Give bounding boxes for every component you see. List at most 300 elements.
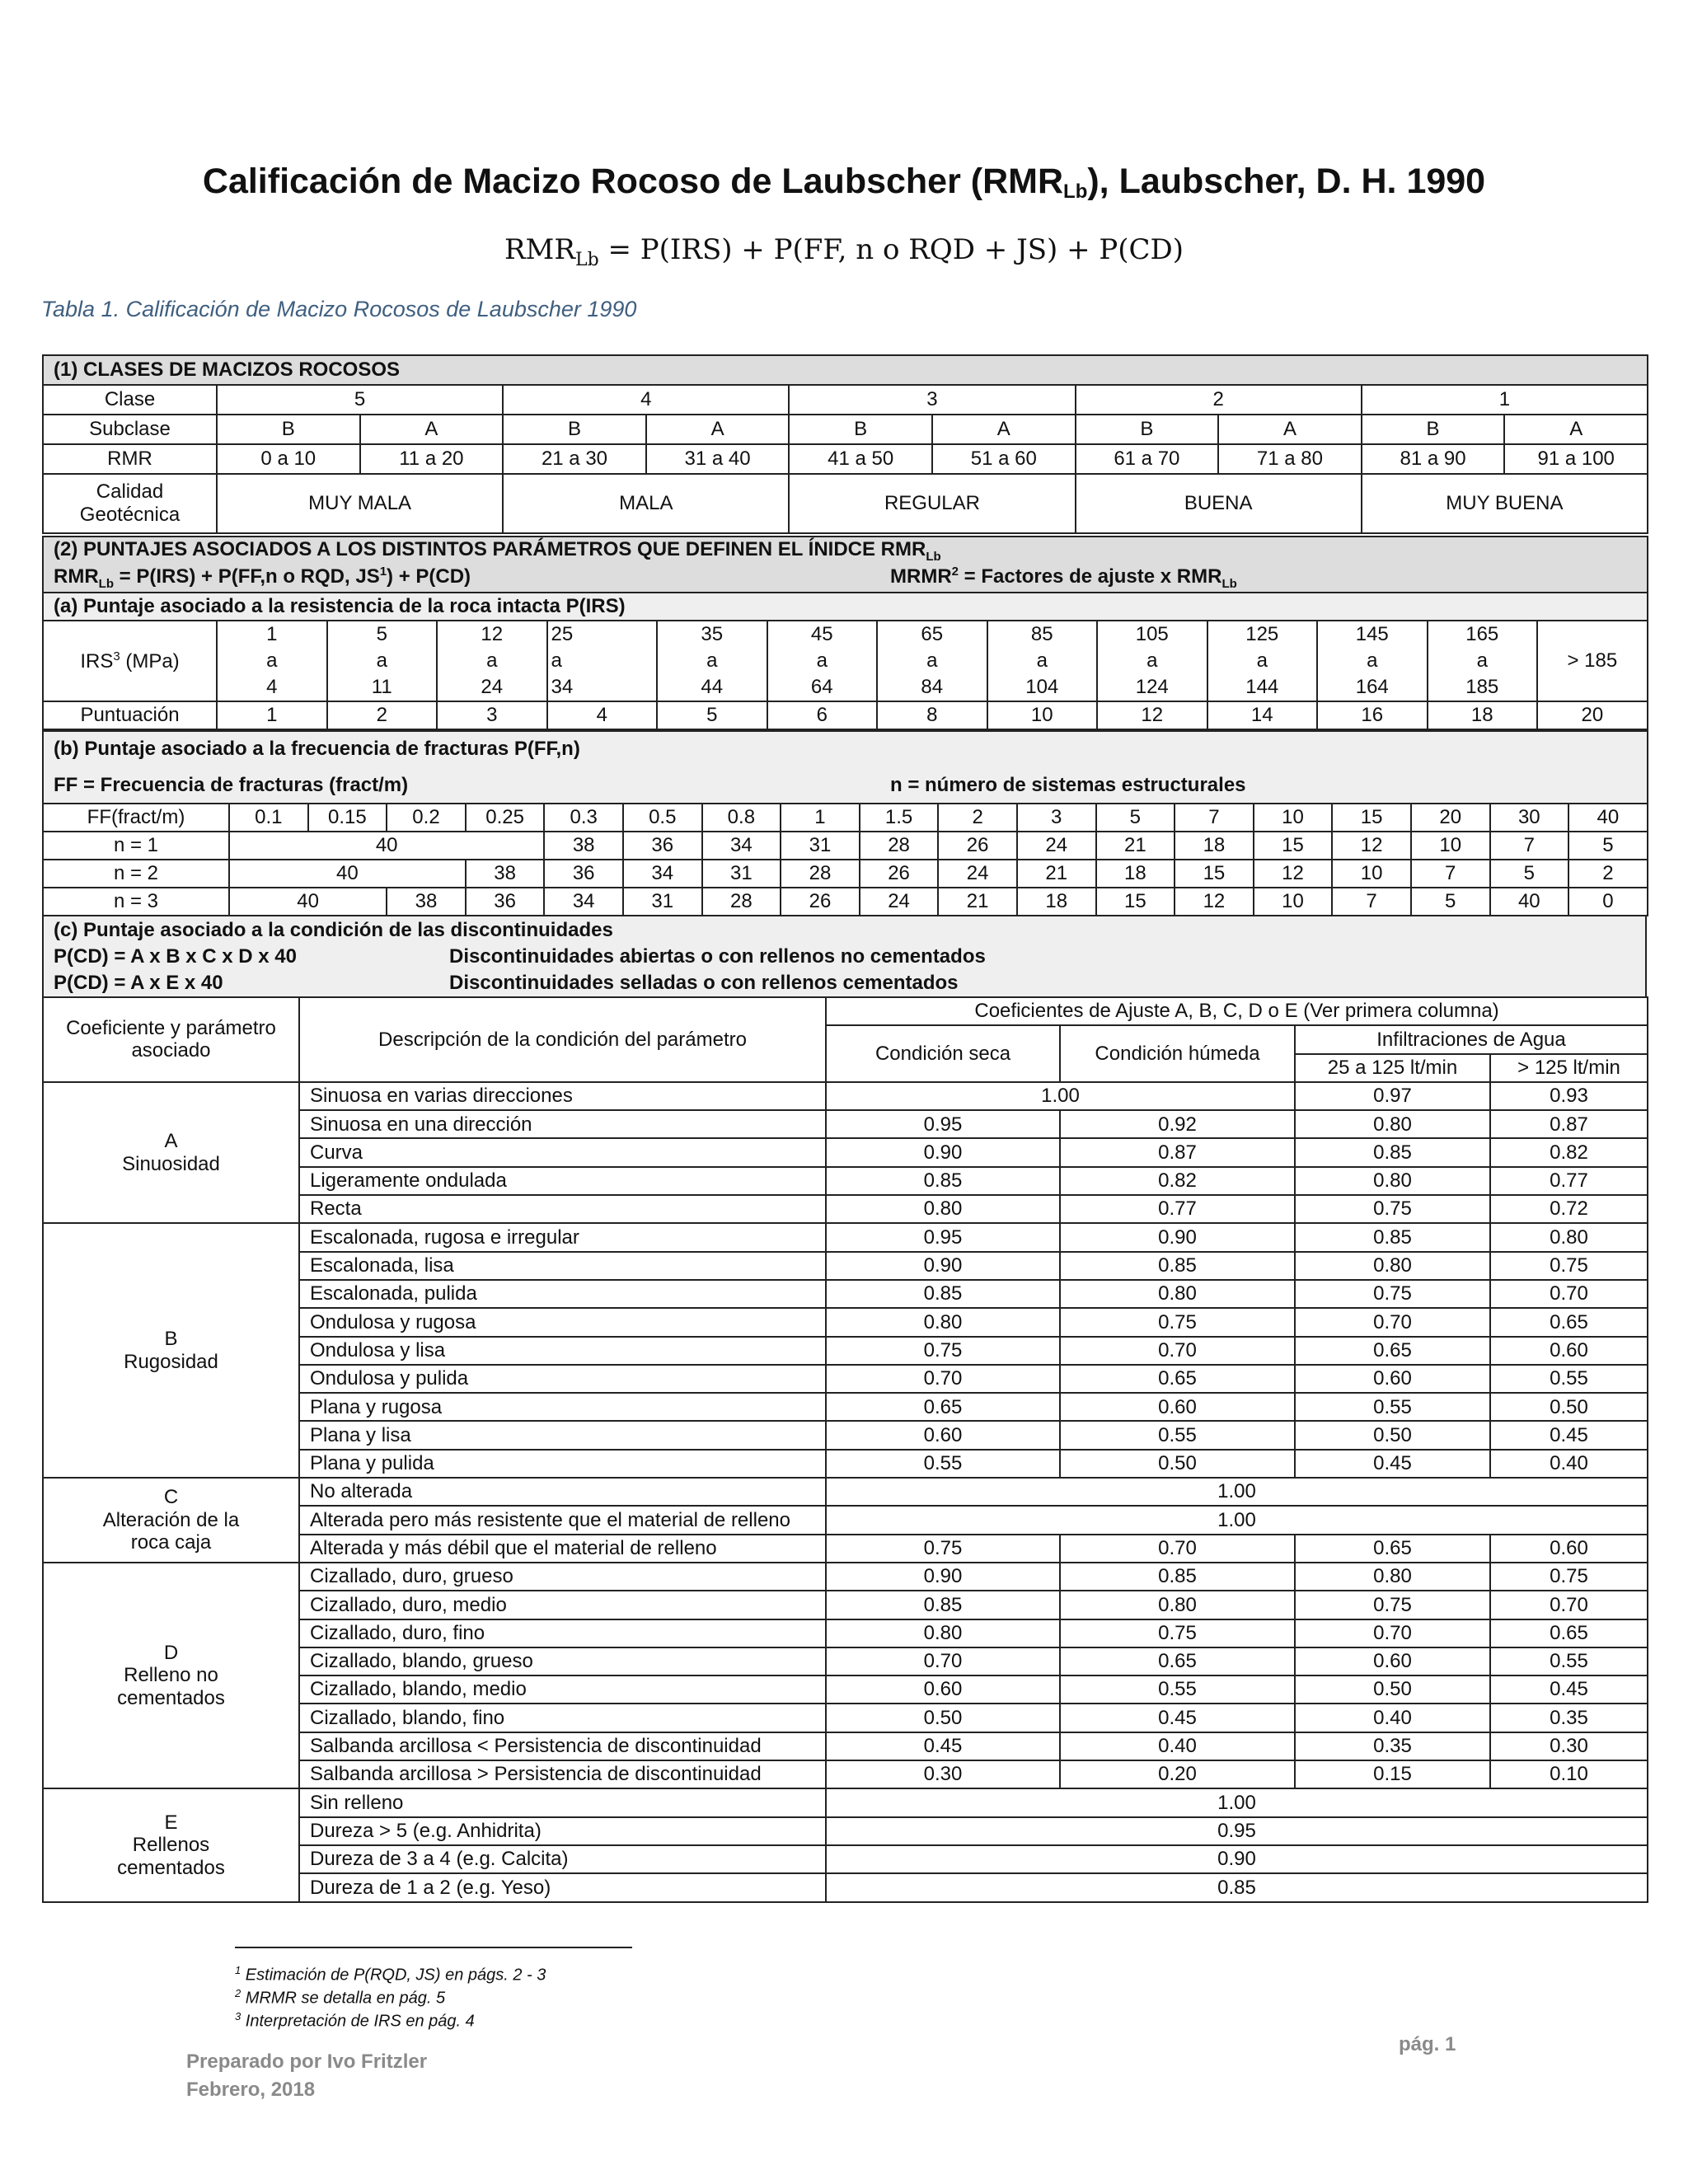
value-cell: 0.80: [1295, 1252, 1490, 1280]
rmr-label: RMR: [43, 444, 217, 474]
value-cell: 0.77: [1490, 1167, 1648, 1195]
value-cell: 0.45: [1490, 1675, 1648, 1704]
infil2-header: > 125 lt/min: [1490, 1054, 1648, 1082]
puntuacion-label: Puntuación: [43, 701, 217, 729]
n3-cell: 28: [702, 888, 781, 916]
condition-description: No alterada: [299, 1478, 826, 1506]
irs-range-part: 1: [266, 623, 278, 645]
discontinuity-condition-table: [42, 996, 1648, 1903]
irs-range-part: 34: [551, 676, 574, 698]
coef-name: Relleno no cementados: [117, 1664, 225, 1709]
condition-description: Escalonada, lisa: [299, 1252, 826, 1280]
irs-range-part: 4: [266, 676, 278, 698]
value-cell: 0.35: [1490, 1704, 1648, 1732]
condition-description: Escalonada, rugosa e irregular: [299, 1223, 826, 1251]
value-cell: 0.75: [1490, 1563, 1648, 1591]
puntuacion-cell: 8: [877, 701, 987, 729]
value-cell: 0.40: [1060, 1732, 1295, 1760]
n1-cell: 21: [1096, 832, 1175, 860]
coef-group-cell: [43, 1478, 299, 1563]
n2-cell: 2: [1568, 860, 1648, 888]
coef-letter: D: [163, 1641, 179, 1664]
irs-range-cell: [877, 621, 987, 701]
value-cell: 0.90: [826, 1138, 1060, 1166]
value-cell: 0.40: [1295, 1704, 1490, 1732]
value-cell: 0.60: [1490, 1535, 1648, 1563]
footnote-3: $^3$ Interpretación de IRS en pág. 4: [235, 2010, 475, 2031]
n1-cell: 10: [1411, 832, 1490, 860]
condition-description: Salbanda arcillosa > Persistencia de discontinuidad: [299, 1760, 826, 1788]
value-cell: 0.65: [1060, 1365, 1295, 1393]
condition-description: Cizallado, duro, medio: [299, 1591, 826, 1619]
footnote-2: $^2$ MRMR se detalla en pág. 5: [235, 1987, 446, 2008]
value-cell: 0.70: [826, 1365, 1060, 1393]
n1-cell: 24: [1017, 832, 1096, 860]
n1-cell: 15: [1254, 832, 1333, 860]
value-cell: 0.65: [1295, 1535, 1490, 1563]
puntuacion-cell: 1: [217, 701, 327, 729]
value-cell: 0.60: [1060, 1393, 1295, 1421]
value-cell: 0.80: [1295, 1167, 1490, 1195]
value-all-cell: 1.00: [826, 1788, 1648, 1816]
value-cell: 0.60: [826, 1675, 1060, 1704]
n3-cell: 26: [781, 888, 860, 916]
value-cell: 0.85: [1060, 1563, 1295, 1591]
coef-header: Coeficiente y parámetro asociado: [43, 997, 299, 1082]
table-row: [43, 1563, 1648, 1591]
puntuacion-cell: 20: [1537, 701, 1648, 729]
n1-cell: 28: [860, 832, 939, 860]
calidad-cell: MUY BUENA: [1362, 474, 1648, 533]
condition-description: Ondulosa y lisa: [299, 1337, 826, 1365]
condition-description: Plana y lisa: [299, 1421, 826, 1449]
n3-cell: 15: [1096, 888, 1175, 916]
value-cell: 0.70: [1060, 1535, 1295, 1563]
value-cell: 0.15: [1295, 1760, 1490, 1788]
coef-letter: B: [164, 1328, 178, 1351]
rmr-cell: 21 a 30: [503, 444, 646, 474]
n3-cell: 5: [1411, 888, 1490, 916]
value-cell: 0.85: [1060, 1252, 1295, 1280]
condition-description: Curva: [299, 1138, 826, 1166]
value-cell: 0.75: [826, 1535, 1060, 1563]
ff-cell: 1: [781, 804, 860, 832]
coef-letter: A: [164, 1130, 178, 1153]
n2-cell: 28: [781, 860, 860, 888]
clase-label: Clase: [43, 385, 217, 415]
infil1-header: 25 a 125 lt/min: [1295, 1054, 1490, 1082]
irs-range-cell: [1428, 621, 1538, 701]
subclase-cell: A: [1218, 415, 1362, 444]
ff-cell: 0.2: [387, 804, 466, 832]
rock-mass-classes-table: [42, 354, 1648, 534]
value-all-cell: 1.00: [826, 1478, 1648, 1506]
irs-range-cell: [1317, 621, 1428, 701]
value-all-cell: 0.90: [826, 1845, 1648, 1873]
value-cell: 0.90: [826, 1563, 1060, 1591]
ff-cell: 20: [1411, 804, 1490, 832]
condition-description: Dureza de 1 a 2 (e.g. Yeso): [299, 1873, 826, 1901]
irs-range-part: 125: [1245, 623, 1279, 645]
condition-description: Plana y rugosa: [299, 1393, 826, 1421]
rmr-cell: 81 a 90: [1362, 444, 1505, 474]
calidad-cell: MALA: [503, 474, 789, 533]
sub-c-header: (c) Puntaje asociado a la condición de las discontinuidades P(CD) = A x B x C x D x 40 Discontinuidades abiertas o con rellenos no cementados P(CD) = A x E x 40 Discontinuidades selladas o con rellenos cementados: [43, 916, 1646, 997]
coef-group-cell: [43, 1563, 299, 1788]
table-row: [43, 1478, 1648, 1506]
ff-cell: 0.8: [702, 804, 781, 832]
rmr-formula: $RMR_{Lb} = P(IRS) + P(FF$, n o RQD + JS) + P(CD): [504, 233, 1184, 270]
value-cell: 0.65: [1295, 1337, 1490, 1365]
n2-cell: 31: [702, 860, 781, 888]
irs-range-part: a: [486, 649, 498, 672]
n2-cell: 24: [938, 860, 1017, 888]
puntuacion-cell: 5: [657, 701, 767, 729]
subclase-cell: A: [360, 415, 504, 444]
irs-range-part: a: [376, 649, 387, 672]
subclase-label: Subclase: [43, 415, 217, 444]
puntuacion-cell: 6: [767, 701, 878, 729]
coef-group-cell: [43, 1082, 299, 1223]
value-cell: 0.35: [1295, 1732, 1490, 1760]
coef-name: Rugosidad: [124, 1350, 218, 1373]
coef-group-cell: [43, 1788, 299, 1901]
table-row: [43, 1082, 1648, 1110]
value-cell: 0.50: [1490, 1393, 1648, 1421]
condition-description: Sinuosa en una dirección: [299, 1110, 826, 1138]
fracture-frequency-table: [42, 730, 1648, 916]
n2-cell: 36: [544, 860, 623, 888]
calidad-cell: MUY MALA: [217, 474, 503, 533]
subclase-cell: A: [932, 415, 1076, 444]
n2-cell: 5: [1490, 860, 1569, 888]
irs-range-cell: [1537, 621, 1648, 701]
rmr-cell: 31 a 40: [646, 444, 790, 474]
section-2-header: (2) PUNTAJES ASOCIADOS A LOS DISTINTOS PARÁMETROS QUE DEFINEN EL ÍNIDCE $RMR_{Lb}$ $RMR_{Lb} = P(IRS) + P(FF,n$ o RQD, $JS^1) + P(CD)$ $MRMR^2$ = Factores de ajuste x $RMR_{Lb}$: [43, 537, 1648, 593]
n2-cell: 7: [1411, 860, 1490, 888]
value-cell: 0.60: [1490, 1337, 1648, 1365]
n2-cell: 40: [229, 860, 466, 888]
condition-description: Recta: [299, 1195, 826, 1223]
value-cell: 0.65: [826, 1393, 1060, 1421]
value-cell: 0.85: [826, 1280, 1060, 1308]
irs-range-part: 44: [701, 676, 724, 698]
irs-range-part: a: [266, 649, 278, 672]
value-cell: 0.70: [1490, 1280, 1648, 1308]
irs-range-part: 165: [1465, 623, 1499, 645]
irs-label: IRS$^3$ (MPa): [43, 621, 217, 701]
irs-range-part: a: [926, 649, 938, 672]
coef-letter: E: [164, 1811, 178, 1834]
humeda-header: Condición húmeda: [1060, 1025, 1295, 1082]
value-cell: 0.80: [826, 1308, 1060, 1336]
n3-cell: 7: [1332, 888, 1411, 916]
n1-cell: 12: [1332, 832, 1411, 860]
irs-range-cell: [767, 621, 878, 701]
value-cell: 0.85: [826, 1167, 1060, 1195]
page-number: pág. 1: [1399, 2033, 1456, 2055]
footnote-1: $^1$ Estimación de P(RQD, JS) en págs. 2 - 3: [235, 1964, 546, 1985]
rmr-cell: 91 a 100: [1504, 444, 1648, 474]
value-cell: 0.50: [826, 1704, 1060, 1732]
irs-range-part: a: [1367, 649, 1378, 672]
n1-label: n = 1: [43, 832, 229, 860]
value-cell: 0.93: [1490, 1082, 1648, 1110]
n3-cell: 31: [623, 888, 702, 916]
value-cell: 0.60: [826, 1421, 1060, 1449]
irs-range-part: 24: [481, 676, 504, 698]
section-1-header: (1) CLASES DE MACIZOS ROCOSOS: [43, 355, 1648, 385]
subclase-cell: B: [1362, 415, 1505, 444]
irs-range-cell: [437, 621, 547, 701]
value-cell: 0.70: [1490, 1591, 1648, 1619]
value-cell: 0.60: [1295, 1365, 1490, 1393]
value-cell: 0.97: [1295, 1082, 1490, 1110]
n2-cell: 21: [1017, 860, 1096, 888]
ff-cell: 0.3: [544, 804, 623, 832]
irs-range-part: 65: [921, 623, 944, 645]
rmr-cell: 11 a 20: [360, 444, 504, 474]
n3-cell: 12: [1175, 888, 1254, 916]
irs-range-part: 12: [481, 623, 504, 645]
value-all-cell: 0.95: [826, 1817, 1648, 1845]
value-all-cell: 0.85: [826, 1873, 1648, 1901]
ajuste-header: Coeficientes de Ajuste A, B, C, D o E (Ver primera columna): [826, 997, 1648, 1025]
value-all-cell: 1.00: [826, 1506, 1648, 1534]
value-cell: 0.75: [1060, 1308, 1295, 1336]
n2-cell: 38: [466, 860, 545, 888]
condition-description: Dureza > 5 (e.g. Anhidrita): [299, 1817, 826, 1845]
condition-description: Salbanda arcillosa < Persistencia de discontinuidad: [299, 1732, 826, 1760]
n3-cell: 40: [229, 888, 387, 916]
puntuacion-cell: 3: [437, 701, 547, 729]
value-cell: 0.80: [826, 1619, 1060, 1647]
irs-range-part: 144: [1245, 676, 1279, 698]
subclase-cell: A: [1504, 415, 1648, 444]
ff-cell: 2: [938, 804, 1017, 832]
value-cell: 0.92: [1060, 1110, 1295, 1138]
puntuacion-cell: 2: [327, 701, 438, 729]
ff-label: FF(fract/m): [43, 804, 229, 832]
irs-range-cell: [1097, 621, 1207, 701]
value-cell: 0.85: [826, 1591, 1060, 1619]
value-cell: 0.30: [1490, 1732, 1648, 1760]
subclase-cell: B: [1076, 415, 1219, 444]
condition-description: Sinuosa en varias direcciones: [299, 1082, 826, 1110]
value-cell: 0.70: [826, 1647, 1060, 1675]
n1-cell: 7: [1490, 832, 1569, 860]
condition-description: Ondulosa y rugosa: [299, 1308, 826, 1336]
irs-range-part: a: [1036, 649, 1048, 672]
n3-cell: 38: [387, 888, 466, 916]
value-cell: 0.65: [1060, 1647, 1295, 1675]
value-cell: 0.30: [826, 1760, 1060, 1788]
clase-cell: 4: [503, 385, 789, 415]
value-cell: 0.82: [1490, 1138, 1648, 1166]
condition-description: Cizallado, blando, fino: [299, 1704, 826, 1732]
n3-cell: 10: [1254, 888, 1333, 916]
value-cell: 0.80: [1295, 1563, 1490, 1591]
ff-cell: 30: [1490, 804, 1569, 832]
sub-a-header: (a) Puntaje asociado a la resistencia de la roca intacta P(IRS): [43, 593, 1648, 621]
ff-cell: 7: [1175, 804, 1254, 832]
clase-cell: 5: [217, 385, 503, 415]
ff-cell: 3: [1017, 804, 1096, 832]
sub-b-header: (b) Puntaje asociado a la frecuencia de fracturas P(FF,n) FF = Frecuencia de fracturas (fract/m) n = número de sistemas estructurales: [43, 731, 1648, 804]
infil-header: Infiltraciones de Agua: [1295, 1025, 1648, 1053]
calidad-cell: REGULAR: [789, 474, 1075, 533]
irs-range-part: a: [1256, 649, 1268, 672]
rmr-cell: 71 a 80: [1218, 444, 1362, 474]
rmr-cell: 41 a 50: [789, 444, 932, 474]
n1-cell: 34: [702, 832, 781, 860]
puntuacion-cell: 18: [1428, 701, 1538, 729]
calidad-label: Calidad Geotécnica: [43, 474, 217, 533]
value-cell: 0.75: [1295, 1591, 1490, 1619]
value-cell: 0.70: [1060, 1337, 1295, 1365]
condition-description: Alterada pero más resistente que el material de relleno: [299, 1506, 826, 1534]
irs-range-part: 104: [1025, 676, 1059, 698]
desc-header: Descripción de la condición del parámetro: [299, 997, 826, 1082]
value-cell: 0.60: [1295, 1647, 1490, 1675]
clase-cell: 3: [789, 385, 1075, 415]
irs-range-cell: [217, 621, 327, 701]
value-cell: 0.72: [1490, 1195, 1648, 1223]
n3-cell: 24: [860, 888, 939, 916]
value-cell: 0.70: [1295, 1619, 1490, 1647]
value-cell: 0.85: [1295, 1138, 1490, 1166]
irs-range-cell: [1207, 621, 1318, 701]
value-cell: 0.55: [1490, 1365, 1648, 1393]
value-cell: 0.20: [1060, 1760, 1295, 1788]
ff-cell: 0.25: [466, 804, 545, 832]
n2-cell: 10: [1332, 860, 1411, 888]
irs-range-part: 85: [1030, 623, 1053, 645]
irs-range-part: a: [551, 649, 562, 672]
value-cell: 0.45: [1295, 1450, 1490, 1478]
irs-range-part: > 185: [1567, 649, 1618, 672]
n1-cell: 40: [229, 832, 544, 860]
irs-range-part: 5: [376, 623, 387, 645]
value-cell: 0.55: [826, 1450, 1060, 1478]
ff-cell: 40: [1568, 804, 1648, 832]
value-cell: 0.75: [1490, 1252, 1648, 1280]
condition-description: Ondulosa y pulida: [299, 1365, 826, 1393]
irs-range-cell: [987, 621, 1098, 701]
n2-cell: 34: [623, 860, 702, 888]
n2-label: n = 2: [43, 860, 229, 888]
value-cell: 0.80: [1295, 1110, 1490, 1138]
value-cell: 0.95: [826, 1223, 1060, 1251]
value-cell: 0.70: [1295, 1308, 1490, 1336]
ff-cell: 1.5: [860, 804, 939, 832]
condition-description: Alterada y más débil que el material de relleno: [299, 1535, 826, 1563]
value-cell: 0.90: [826, 1252, 1060, 1280]
table-row: [43, 1788, 1648, 1816]
value-cell: 0.80: [1490, 1223, 1648, 1251]
value-cell: 0.82: [1060, 1167, 1295, 1195]
ff-cell: 10: [1254, 804, 1333, 832]
clase-cell: 1: [1362, 385, 1648, 415]
value-cell: 0.65: [1490, 1308, 1648, 1336]
value-cell: 0.45: [1060, 1704, 1295, 1732]
n2-cell: 18: [1096, 860, 1175, 888]
n1-cell: 38: [544, 832, 623, 860]
n1-cell: 31: [781, 832, 860, 860]
discontinuity-header-table: [42, 915, 1647, 998]
coef-name: Rellenos cementados: [117, 1834, 225, 1879]
subclase-cell: B: [503, 415, 646, 444]
condition-description: Cizallado, blando, medio: [299, 1675, 826, 1704]
irs-range-cell: [547, 621, 658, 701]
coef-name: Alteración de la roca caja: [102, 1508, 240, 1554]
puntuacion-cell: 12: [1097, 701, 1207, 729]
condition-description: Plana y pulida: [299, 1450, 826, 1478]
ff-cell: 0.15: [308, 804, 387, 832]
value-cell: 0.50: [1295, 1421, 1490, 1449]
value-cell: 0.75: [1295, 1280, 1490, 1308]
irs-range-part: 84: [921, 676, 944, 698]
rmr-cell: 51 a 60: [932, 444, 1076, 474]
value-cell: 0.55: [1295, 1393, 1490, 1421]
irs-range-part: a: [1476, 649, 1488, 672]
value-cell: 0.80: [1060, 1591, 1295, 1619]
irs-range-part: 11: [371, 676, 392, 698]
n2-cell: 26: [860, 860, 939, 888]
condition-description: Cizallado, blando, grueso: [299, 1647, 826, 1675]
value-cell: 0.50: [1295, 1675, 1490, 1704]
value-cell: 0.55: [1490, 1647, 1648, 1675]
puntuacion-cell: 16: [1317, 701, 1428, 729]
condition-description: Cizallado, duro, fino: [299, 1619, 826, 1647]
irs-range-part: 124: [1135, 676, 1169, 698]
value-cell: 0.40: [1490, 1450, 1648, 1478]
subclase-cell: B: [789, 415, 932, 444]
n3-cell: 21: [938, 888, 1017, 916]
n1-cell: 5: [1568, 832, 1648, 860]
condition-description: Ligeramente ondulada: [299, 1167, 826, 1195]
value-cell: 0.87: [1060, 1138, 1295, 1166]
value-cell: 0.55: [1060, 1675, 1295, 1704]
condition-description: Cizallado, duro, grueso: [299, 1563, 826, 1591]
table-caption: Tabla 1. Calificación de Macizo Rocosos de Laubscher 1990: [41, 297, 637, 321]
irs-range-part: 35: [701, 623, 724, 645]
irs-range-part: a: [1146, 649, 1158, 672]
value-cell: 0.95: [826, 1110, 1060, 1138]
footnote-rule: [235, 1947, 632, 1948]
value-cell: 0.65: [1490, 1619, 1648, 1647]
irs-range-part: 25: [551, 623, 574, 645]
n1-cell: 18: [1175, 832, 1254, 860]
n3-cell: 36: [466, 888, 545, 916]
coef-letter: C: [163, 1486, 179, 1509]
puntuacion-cell: 10: [987, 701, 1098, 729]
coef-group-cell: [43, 1223, 299, 1478]
value-merged-cell: 1.00: [826, 1082, 1295, 1110]
value-cell: 0.75: [1295, 1195, 1490, 1223]
irs-range-part: 64: [810, 676, 833, 698]
subclase-cell: B: [217, 415, 360, 444]
clase-cell: 2: [1076, 385, 1362, 415]
n2-cell: 15: [1175, 860, 1254, 888]
value-cell: 0.55: [1060, 1421, 1295, 1449]
n1-cell: 26: [938, 832, 1017, 860]
seca-header: Condición seca: [826, 1025, 1060, 1082]
prepared-by: Preparado por Ivo Fritzler Febrero, 2018: [186, 2050, 428, 2101]
irs-range-part: 105: [1135, 623, 1169, 645]
condition-description: Dureza de 3 a 4 (e.g. Calcita): [299, 1845, 826, 1873]
n3-cell: 18: [1017, 888, 1096, 916]
